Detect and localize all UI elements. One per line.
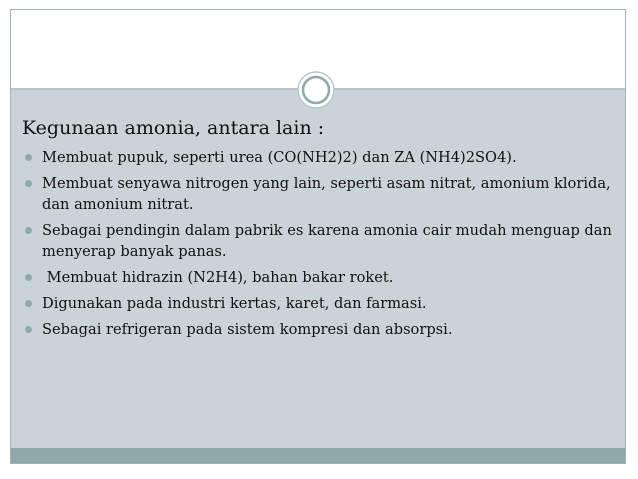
bullet-dot-icon [25, 300, 32, 307]
circle-ornament-icon [297, 71, 335, 109]
bullet-dot-icon [25, 274, 32, 281]
list-item [22, 293, 612, 314]
bullet-list [22, 147, 612, 340]
list-item-text: Membuat senyawa nitrogen yang lain, seperti asam nitrat, amonium klorida, dan amonium nitrat. [42, 175, 611, 213]
bullet-dot-icon [25, 227, 32, 234]
list-item-text: Membuat pupuk, seperti urea (CO(NH2)2) dan ZA (NH4)2SO4). [42, 149, 517, 166]
list-item-text: Digunakan pada industri kertas, karet, dan farmasi. [42, 295, 427, 312]
slide-heading: Kegunaan amonia, antara lain : [22, 117, 325, 139]
list-item [22, 267, 612, 288]
bullet-dot-icon [25, 180, 32, 187]
list-item-text: Sebagai pendingin dalam pabrik es karena amonia cair mudah menguap dan menyerap banyak panas. [42, 222, 612, 260]
list-item-text: Membuat hidrazin (N2H4), bahan bakar roket. [42, 269, 394, 286]
bullet-dot-icon [25, 326, 32, 333]
list-item-text: Sebagai refrigeran pada sistem kompresi dan absorpsi. [42, 321, 453, 338]
bullet-dot-icon [25, 154, 32, 161]
list-item [22, 220, 612, 262]
list-item [22, 319, 612, 340]
slide-content [22, 115, 612, 345]
list-item [22, 147, 612, 168]
list-item [22, 173, 612, 215]
